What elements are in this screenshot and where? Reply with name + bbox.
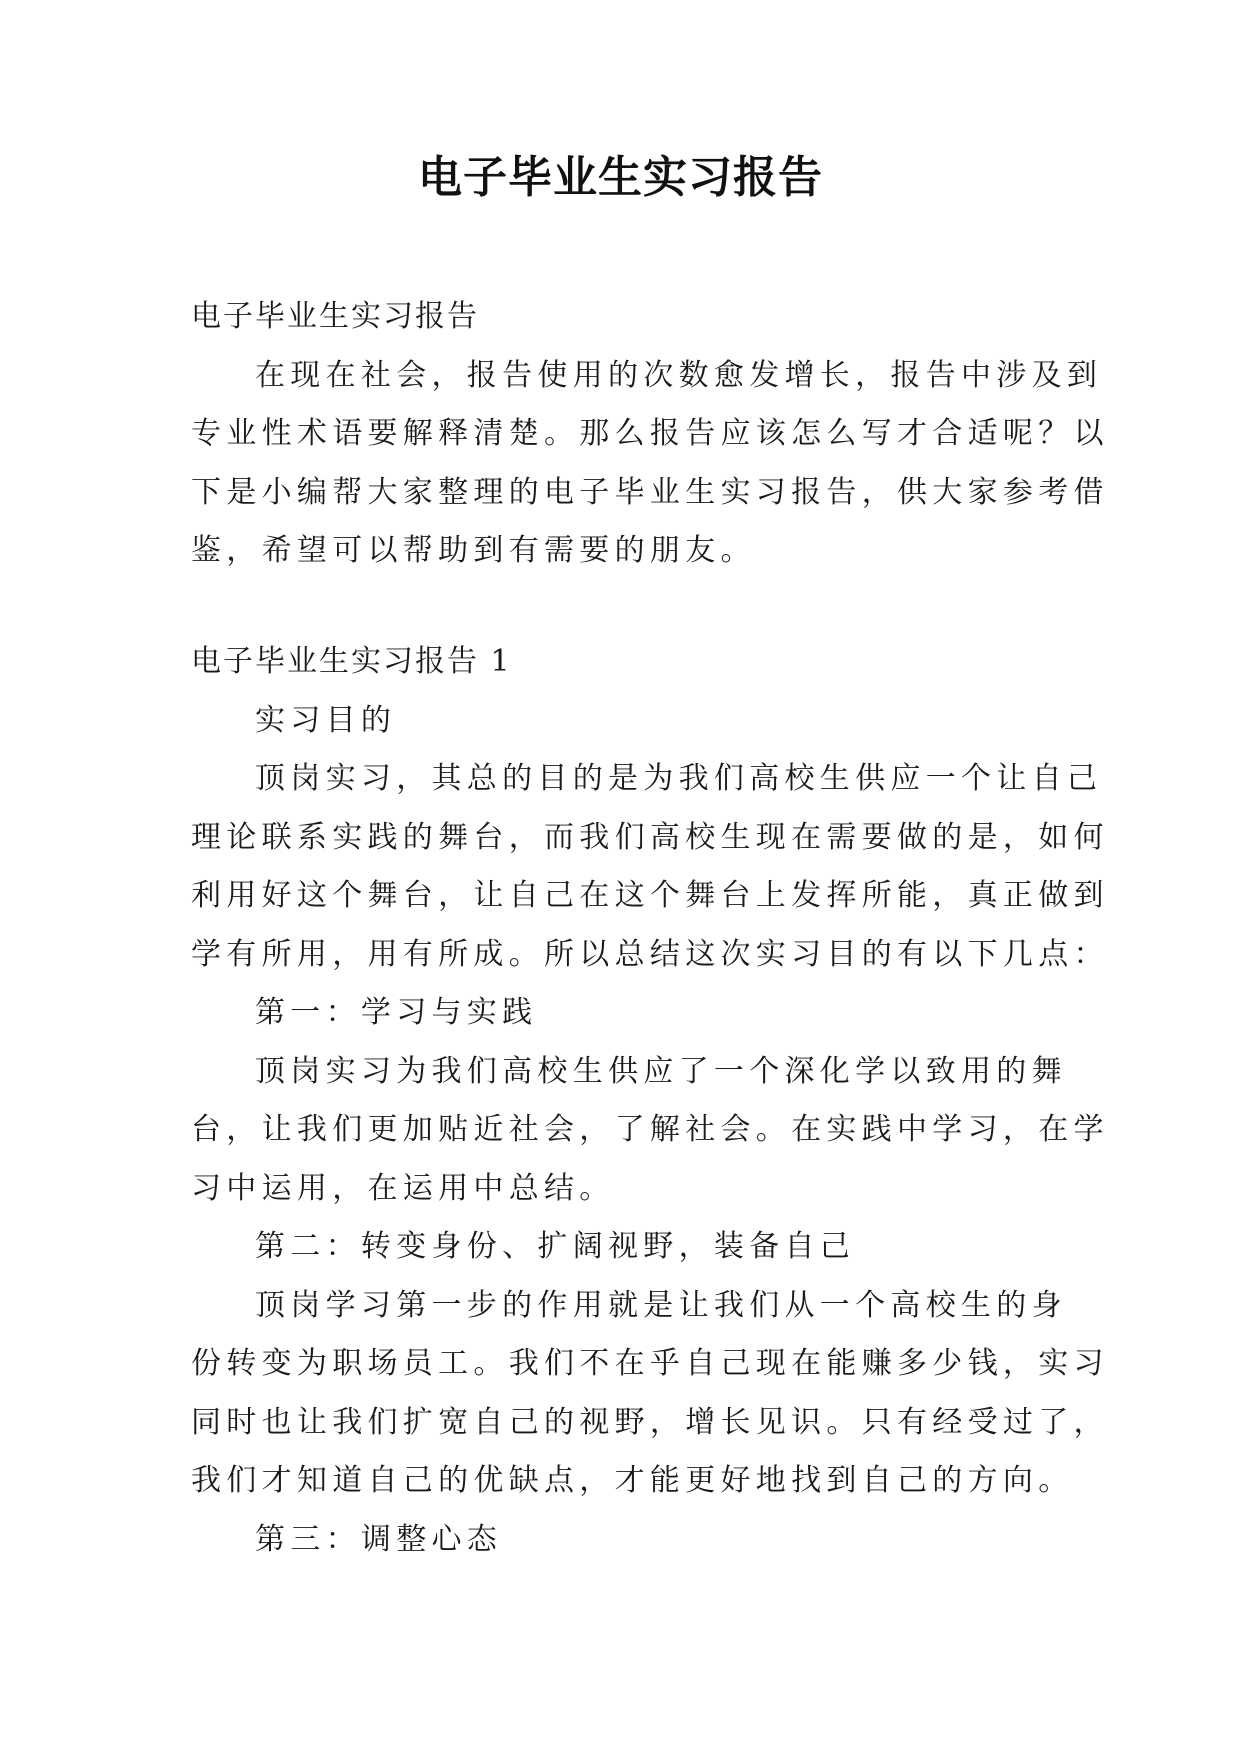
paragraph-line: 同时也让我们扩宽自己的视野，增长见识。只有经受过了， [191, 1404, 1109, 1440]
paragraph-line: 顶岗实习为我们高校生供应了一个深化学以致用的舞 [255, 1053, 1067, 1089]
intro-line: 专业性术语要解释清楚。那么报告应该怎么写才合适呢？以 [191, 416, 1109, 451]
paragraph-line: 理论联系实践的舞台，而我们高校生现在需要做的是，如何 [191, 819, 1109, 855]
paragraph-line: 顶岗实习，其总的目的是为我们高校生供应一个让自己 [255, 761, 1103, 796]
section-heading: 电子毕业生实习报告 1 [191, 644, 512, 679]
paragraph-line: 习中运用，在运用中总结。 [191, 1170, 615, 1206]
intro-heading: 电子毕业生实习报告 [191, 299, 479, 334]
intro-section [191, 288, 1109, 581]
paragraph-line: 顶岗学习第一步的作用就是让我们从一个高校生的身 [255, 1287, 1067, 1323]
paragraph-line: 学有所用，用有所成。所以总结这次实习目的有以下几点： [191, 936, 1109, 972]
paragraph-line: 我们才知道自己的优缺点，才能更好地找到自己的方向。 [191, 1463, 1074, 1498]
report-section-1 [191, 633, 1109, 1569]
paragraph-line: 利用好这个舞台，让自己在这个舞台上发挥所能，真正做到 [191, 878, 1109, 913]
paragraph-line: 台，让我们更加贴近社会，了解社会。在实践中学习，在学 [191, 1112, 1109, 1147]
paragraph-line: 份转变为职场员工。我们不在乎自己现在能赚多少钱，实习 [191, 1346, 1109, 1381]
intro-line: 在现在社会，报告使用的次数愈发增长，报告中涉及到 [255, 357, 1103, 393]
purpose-heading: 实习目的 [255, 702, 397, 738]
point-heading: 第一：学习与实践 [255, 995, 538, 1030]
document-title: 电子毕业生实习报告 [418, 152, 823, 203]
intro-line: 下是小编帮大家整理的电子毕业生实习报告，供大家参考借 [191, 474, 1109, 510]
intro-line: 鉴，希望可以帮助到有需要的朋友。 [191, 533, 756, 568]
point-heading: 第二：转变身份、扩阔视野，装备自己 [255, 1229, 856, 1264]
point-heading: 第三：调整心态 [255, 1521, 503, 1557]
